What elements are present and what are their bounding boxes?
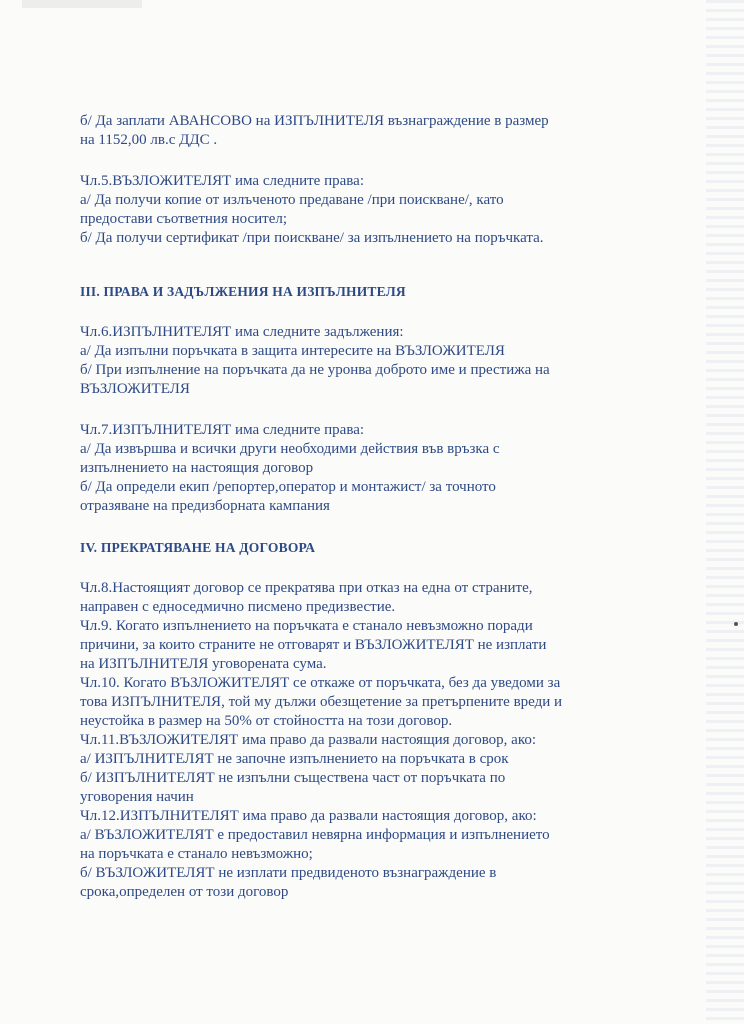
text-line: срока,определен от този договор [80,884,289,900]
text-line: б/ Да заплати АВАНСОВО на ИЗПЪЛНИТЕЛЯ възнаграждение в размер [80,113,549,129]
text-line: а/ Да извършва и всички други необходими действия във връзка с [80,441,500,457]
text-line: предостави съответния носител; [80,211,288,227]
text-line: Чл.11.ВЪЗЛОЖИТЕЛЯТ има право да развали настоящия договор, ако: [80,732,537,748]
text-line: причини, за които страните не отговарят и ВЪЗЛОЖИТЕЛЯТ не изплати [80,637,547,653]
paragraph-advance-payment [80,112,660,150]
text-line: б/ Да получи сертификат /при поискване/ за изпълнението на поръчката. [80,230,544,246]
paragraph-articles-8-12 [80,579,660,902]
document-body [80,112,660,924]
text-line: изпълнението на настоящия договор [80,460,314,476]
text-line: б/ ИЗПЪЛНИТЕЛЯТ не изпълни съществена част от поръчката по [80,770,506,786]
text-line: Чл.7.ИЗПЪЛНИТЕЛЯТ има следните права: [80,422,365,438]
text-line: Чл.8.Настоящият договор се прекратява при отказ на една от страните, [80,580,533,596]
paragraph-article-5 [80,172,660,248]
text-line: Чл.9. Когато изпълнението на поръчката е станало невъзможно поради [80,618,533,634]
scan-edge-artifact [706,0,744,1024]
text-line: б/ При изпълнение на поръчката да не уронва доброто име и престижа на [80,362,550,378]
text-line: а/ Да изпълни поръчката в защита интересите на ВЪЗЛОЖИТЕЛЯ [80,343,505,359]
text-line: б/ ВЪЗЛОЖИТЕЛЯТ не изплати предвиденото възнаграждение в [80,865,497,881]
text-line: Чл.5.ВЪЗЛОЖИТЕЛЯТ има следните права: [80,173,364,189]
text-line: отразяване на предизборната кампания [80,498,330,514]
text-line: ВЪЗЛОЖИТЕЛЯ [80,381,190,397]
text-line: Чл.12.ИЗПЪЛНИТЕЛЯТ има право да развали настоящия договор, ако: [80,808,537,824]
text-line: а/ ВЪЗЛОЖИТЕЛЯТ е предоставил невярна информация и изпълнението [80,827,550,843]
scan-top-artifact [22,0,142,8]
text-line: а/ Да получи копие от излъченото предаване /при поискване/, като [80,192,504,208]
text-line: това ИЗПЪЛНИТЕЛЯ, той му дължи обезщетение за претърпените вреди и [80,694,563,710]
section-heading-iv: IV. ПРЕКРАТЯВАНЕ НА ДОГОВОРА [80,540,316,555]
text-line: на ИЗПЪЛНИТЕЛЯ уговорената сума. [80,656,327,672]
text-line: на поръчката е станало невъзможно; [80,846,313,862]
paragraph-article-7 [80,421,660,516]
text-line: направен с едноседмично писмено предизвестие. [80,599,396,615]
text-line: б/ Да определи екип /репортер,оператор и монтажист/ за точното [80,479,496,495]
scan-dot-artifact [734,622,738,626]
text-line: Чл.10. Когато ВЪЗЛОЖИТЕЛЯТ се откаже от поръчката, без да уведоми за [80,675,561,691]
text-line: Чл.6.ИЗПЪЛНИТЕЛЯТ има следните задължения: [80,324,404,340]
text-line: а/ ИЗПЪЛНИТЕЛЯТ не започне изпълнението на поръчката в срок [80,751,509,767]
text-line: неустойка в размер на 50% от стойността на този договор. [80,713,453,729]
paragraph-article-6 [80,323,660,399]
text-line: уговорения начин [80,789,194,805]
text-line: на 1152,00 лв.с ДДС . [80,132,218,148]
section-heading-iii: III. ПРАВА И ЗАДЪЛЖЕНИЯ НА ИЗПЪЛНИТЕЛЯ [80,284,406,299]
